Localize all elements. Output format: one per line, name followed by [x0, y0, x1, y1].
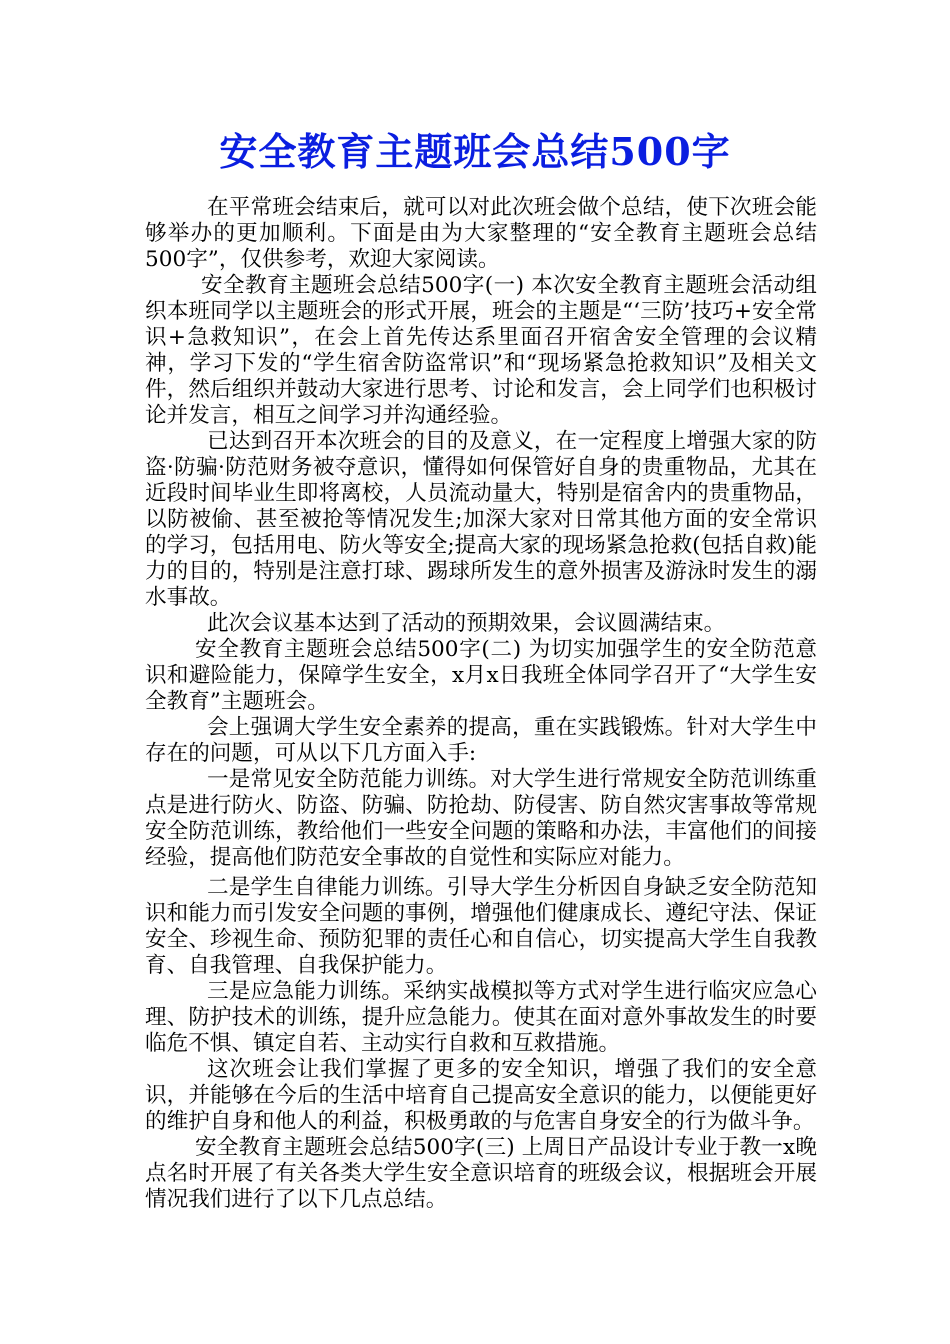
paragraph-summary-one-purpose: 已达到召开本次班会的目的及意义，在一定程度上增强大家的防盗·防骗·防范财务被夺意识，懂得如何保管好自身的贵重物品，尤其在近段时间毕业生即将离校，人员流动量大，特别是宿舍内的贵重物品，以防被偷、甚至被抢等情况发生;加深大家对日常其他方面的安全常识的学习，包括用电、防火等安全;提高大家的现场紧急抢救(包括自救)能力的目的，特别是注意打球、踢球所发生的意外损害及游泳时发生的溺水事故。: [145, 429, 817, 610]
paragraph-summary-two-focus: 会上强调大学生安全素养的提高，重在实践锻炼。针对大学生中存在的问题，可从以下几方面入手:: [145, 715, 817, 766]
paragraph-summary-one-result: 此次会议基本达到了活动的预期效果，会议圆满结束。: [207, 611, 726, 636]
paragraph-point-three: 三是应急能力训练。采纳实战模拟等方式对学生进行临灾应急心理、防护技术的训练，提升应急能力。使其在面对意外事故发生的时要临危不惧、镇定自若、主动实行自救和互救措施。: [145, 979, 817, 1056]
document-title: 安全教育主题班会总结500字: [219, 129, 731, 174]
document-body: [145, 195, 817, 1213]
paragraph-summary-three: 安全教育主题班会总结500字(三) 上周日产品设计专业于教一x晚点名时开展了有关各类大学生安全意识培育的班级会议，根据班会开展情况我们进行了以下几点总结。: [145, 1135, 817, 1212]
paragraph-point-one: 一是常见安全防范能力训练。对大学生进行常规安全防范训练重点是进行防火、防盗、防骗、防抢劫、防侵害、防自然灾害事故等常规安全防范训练，教给他们一些安全问题的策略和办法，丰富他们的间接经验，提高他们防范安全事故的自觉性和实际应对能力。: [145, 767, 817, 870]
paragraph-point-two: 二是学生自律能力训练。引导大学生分析因自身缺乏安全防范知识和能力而引发安全问题的事例，增强他们健康成长、遵纪守法、保证安全、珍视生命、预防犯罪的责任心和自信心，切实提高大学生自我教育、自我管理、自我保护能力。: [145, 875, 817, 978]
paragraph-summary-one: 安全教育主题班会总结500字(一) 本次安全教育主题班会活动组织本班同学以主题班会的形式开展，班会的主题是“‘三防’技巧+安全常识+急救知识”，在会上首先传达系里面召开宿舍安全管理的会议精神，学习下发的“学生宿舍防盗常识”和“现场紧急抢救知识”及相关文件，然后组织并鼓动大家进行思考、讨论和发言，会上同学们也积极讨论并发言，相互之间学习并沟通经验。: [145, 273, 817, 428]
paragraph-summary-two-conclusion: 这次班会让我们掌握了更多的安全知识，增强了我们的安全意识，并能够在今后的生活中培育自己提高安全意识的能力，以便能更好的维护自身和他人的利益，积极勇敢的与危害自身安全的行为做斗争。: [145, 1057, 817, 1134]
paragraph-summary-two: 安全教育主题班会总结500字(二) 为切实加强学生的安全防范意识和避险能力，保障学生安全，x月x日我班全体同学召开了“大学生安全教育”主题班会。: [145, 637, 817, 714]
paragraph-intro: 在平常班会结束后，就可以对此次班会做个总结，使下次班会能够举办的更加顺利。下面是由为大家整理的“安全教育主题班会总结500字”，仅供参考，欢迎大家阅读。: [145, 195, 817, 272]
